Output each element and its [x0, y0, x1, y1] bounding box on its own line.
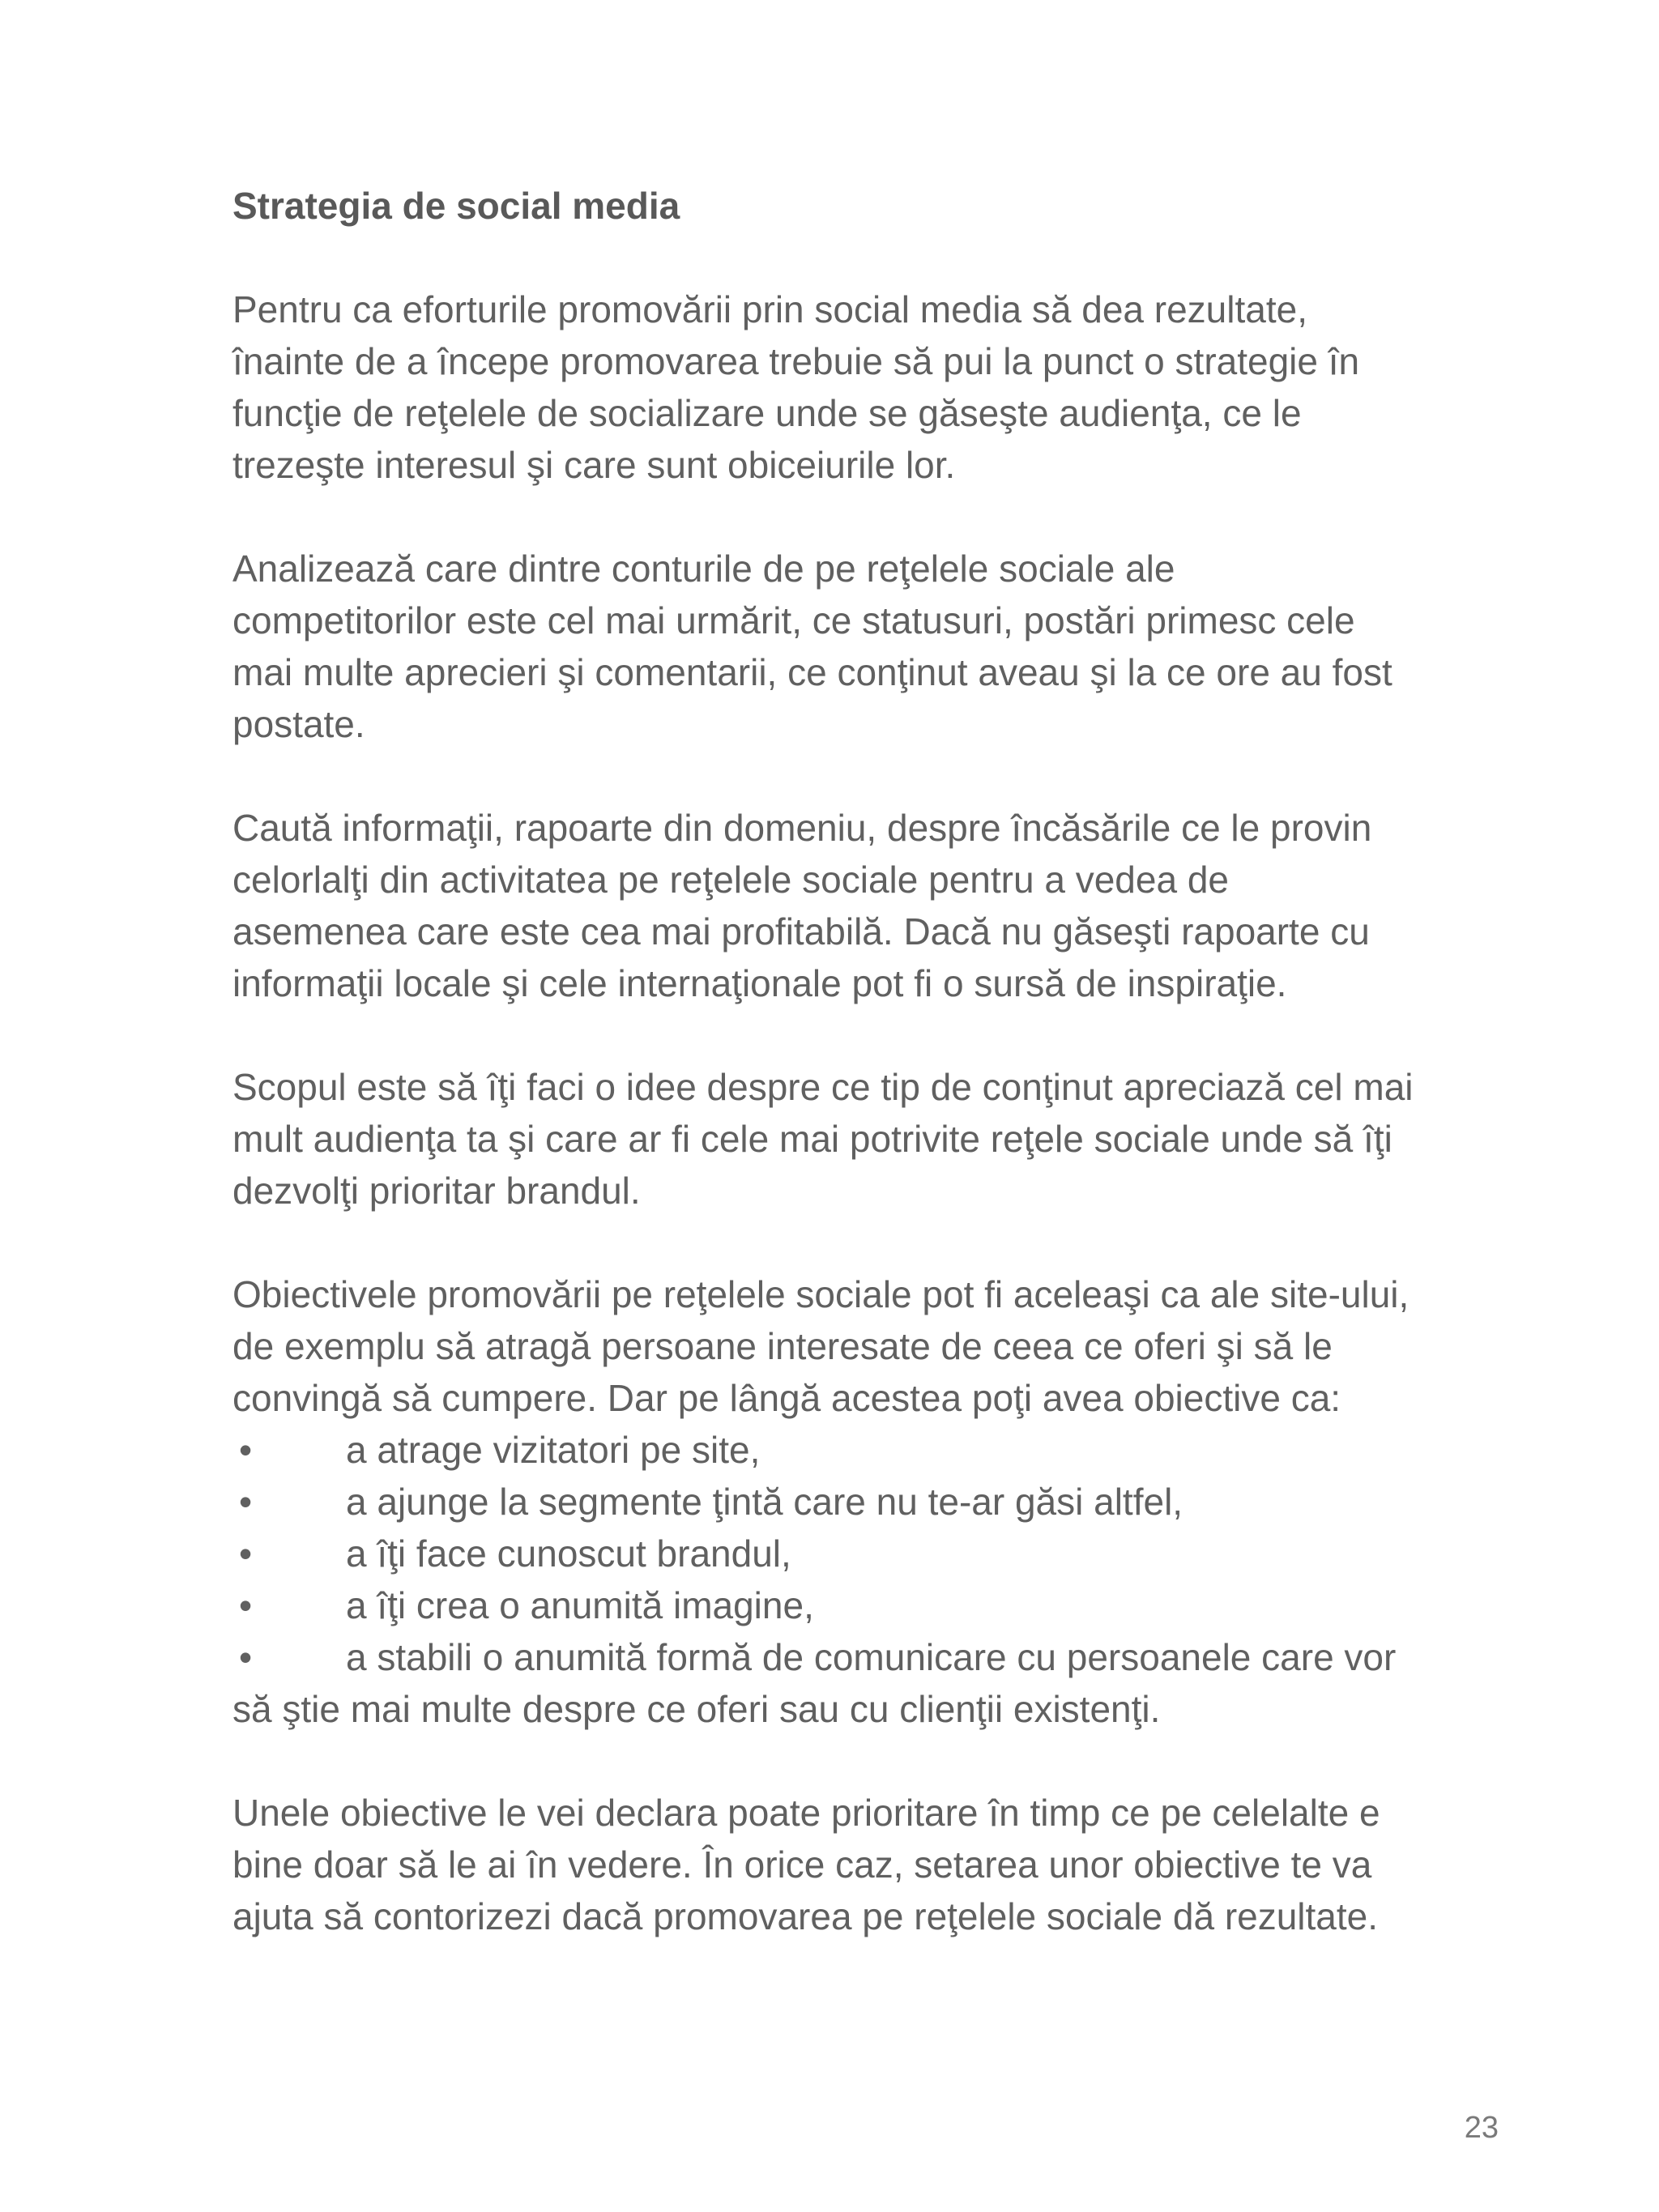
bullet-icon: • [239, 1636, 253, 1678]
paragraph-strategy-intro [232, 283, 1512, 491]
text-line: competitorilor este cel mai urmărit, ce statusuri, postări primesc cele [232, 599, 1355, 641]
text-line: Pentru ca eforturile promovării prin social media să dea rezultate, [232, 288, 1307, 330]
paragraph-objectives [232, 1268, 1512, 1424]
text-line: Unele obiective le vei declara poate prioritare în timp ce pe celelalte e [232, 1792, 1380, 1834]
paragraph-industry-reports [232, 802, 1512, 1009]
list-item [232, 1424, 1512, 1476]
paragraph-gap [232, 232, 1512, 283]
list-item-text: a ajunge la segmente ţintă care nu te-ar găsi altfel, [346, 1481, 1183, 1523]
text-line: Obiectivele promovării pe reţelele sociale pot fi aceleaşi ca ale site-ului, [232, 1273, 1410, 1315]
text-line: înainte de a începe promovarea trebuie să pui la punct o strategie în [232, 340, 1360, 382]
list-item [232, 1476, 1512, 1528]
text-line: Analizează care dintre conturile de pe reţelele sociale ale [232, 548, 1175, 590]
paragraph-gap [232, 1217, 1512, 1268]
paragraph-gap [232, 1009, 1512, 1061]
text-line: dezvolţi prioritar brandul. [232, 1170, 641, 1212]
section-title: Strategia de social media [232, 185, 680, 227]
list-item-text: a stabili o anumită formă de comunicare cu persoanele care vor [346, 1636, 1397, 1678]
list-item [232, 1528, 1512, 1579]
paragraph-goal [232, 1061, 1512, 1217]
text-line: convingă să cumpere. Dar pe lângă acestea poţi avea obiective ca: [232, 1377, 1341, 1419]
bullet-icon: • [239, 1429, 253, 1471]
list-item-text: a îţi face cunoscut brandul, [346, 1532, 791, 1575]
paragraph-conclusion [232, 1787, 1512, 1942]
list-item [232, 1579, 1512, 1631]
text-line: mai multe aprecieri şi comentarii, ce conţinut aveau şi la ce ore au fost [232, 651, 1392, 693]
bullet-icon: • [239, 1532, 253, 1575]
paragraph-competitor-analysis [232, 543, 1512, 750]
paragraph-gap [232, 491, 1512, 543]
page-content [232, 180, 1512, 1942]
paragraph-gap [232, 750, 1512, 802]
page-number: 23 [1464, 2111, 1499, 2145]
text-line: trezeşte interesul şi care sunt obiceiurile lor. [232, 444, 956, 486]
bullet-icon: • [239, 1584, 253, 1626]
text-line: asemenea care este cea mai profitabilă. Dacă nu găseşti rapoarte cu [232, 910, 1370, 953]
text-line: informaţii locale şi cele internaţionale pot fi o sursă de inspiraţie. [232, 962, 1287, 1004]
objectives-bullet-list [232, 1424, 1512, 1735]
text-line: Scopul este să îţi faci o idee despre ce tip de conţinut apreciază cel mai [232, 1066, 1414, 1108]
text-line: postate. [232, 703, 365, 745]
text-line: funcţie de reţelele de socializare unde se găseşte audienţa, ce le [232, 392, 1302, 434]
text-line: bine doar să le ai în vedere. În orice caz, setarea unor obiective te va [232, 1843, 1372, 1886]
text-line: mult audienţa ta şi care ar fi cele mai potrivite reţele sociale unde să îţi [232, 1118, 1392, 1160]
text-line: celorlalţi din activitatea pe reţelele sociale pentru a vedea de [232, 859, 1229, 901]
paragraph-gap [232, 1735, 1512, 1787]
list-item-text: a atrage vizitatori pe site, [346, 1429, 761, 1471]
text-line: Caută informaţii, rapoarte din domeniu, despre încăsările ce le provin [232, 807, 1372, 849]
text-line: de exemplu să atragă persoane interesate de ceea ce oferi şi să le [232, 1325, 1333, 1367]
bullet-icon: • [239, 1481, 253, 1523]
list-item [232, 1631, 1512, 1683]
list-item-text: a îţi crea o anumită imagine, [346, 1584, 814, 1626]
list-item-continuation: să ştie mai multe despre ce oferi sau cu clienţii existenţi. [232, 1688, 1161, 1730]
text-line: ajuta să contorizezi dacă promovarea pe reţelele sociale dă rezultate. [232, 1895, 1379, 1937]
